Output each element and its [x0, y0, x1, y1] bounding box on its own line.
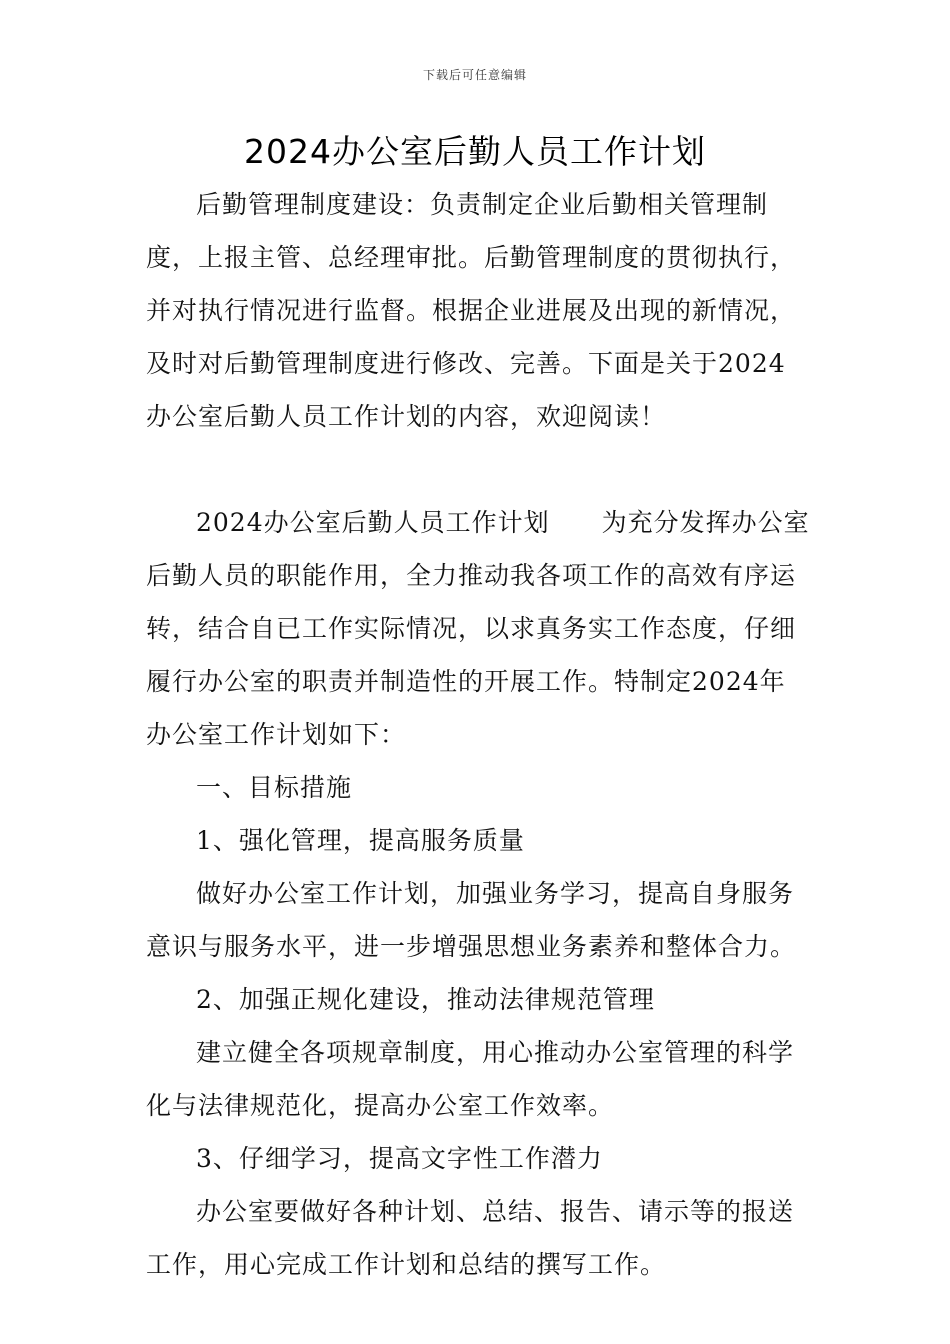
- paragraph-spacer: [146, 443, 810, 496]
- page-title: 2024办公室后勤人员工作计划: [244, 132, 706, 171]
- item-1-title: 1、强化管理，提高服务质量: [196, 826, 525, 855]
- section-heading-targets: 一、目标措施: [196, 773, 353, 802]
- lead-paragraph: 2024办公室后勤人员工作计划 为充分发挥办公室后勤人员的职能作用，全力推动我各项工作的高效有序运转，结合自已工作实际情况，以求真务实工作态度，仔细履行办公室的职责并制造性的开展工作。特制定2024年办公室工作计划如下：: [146, 508, 810, 749]
- intro-paragraph: 后勤管理制度建设：负责制定企业后勤相关管理制度，上报主管、总经理审批。后勤管理制度的贯彻执行，并对执行情况进行监督。根据企业进展及出现的新情况，及时对后勤管理制度进行修改、完善。下面是关于2024办公室后勤人员工作计划的内容，欢迎阅读！: [146, 190, 797, 431]
- header-note: 下载后可任意编辑: [422, 68, 527, 82]
- item-3-title: 3、仔细学习，提高文字性工作潜力: [196, 1144, 603, 1173]
- item-3-body: 办公室要做好各种计划、总结、报告、请示等的报送工作，用心完成工作计划和总结的撰写工作。: [146, 1197, 795, 1279]
- document-body: [146, 178, 810, 1291]
- item-2-body: 建立健全各项规章制度，用心推动办公室管理的科学化与法律规范化，提高办公室工作效率。: [146, 1038, 795, 1120]
- item-1-body: 做好办公室工作计划，加强业务学习，提高自身服务意识与服务水平，进一步增强思想业务素养和整体合力。: [146, 879, 797, 961]
- item-2-title: 2、加强正规化建设，推动法律规范管理: [196, 985, 655, 1014]
